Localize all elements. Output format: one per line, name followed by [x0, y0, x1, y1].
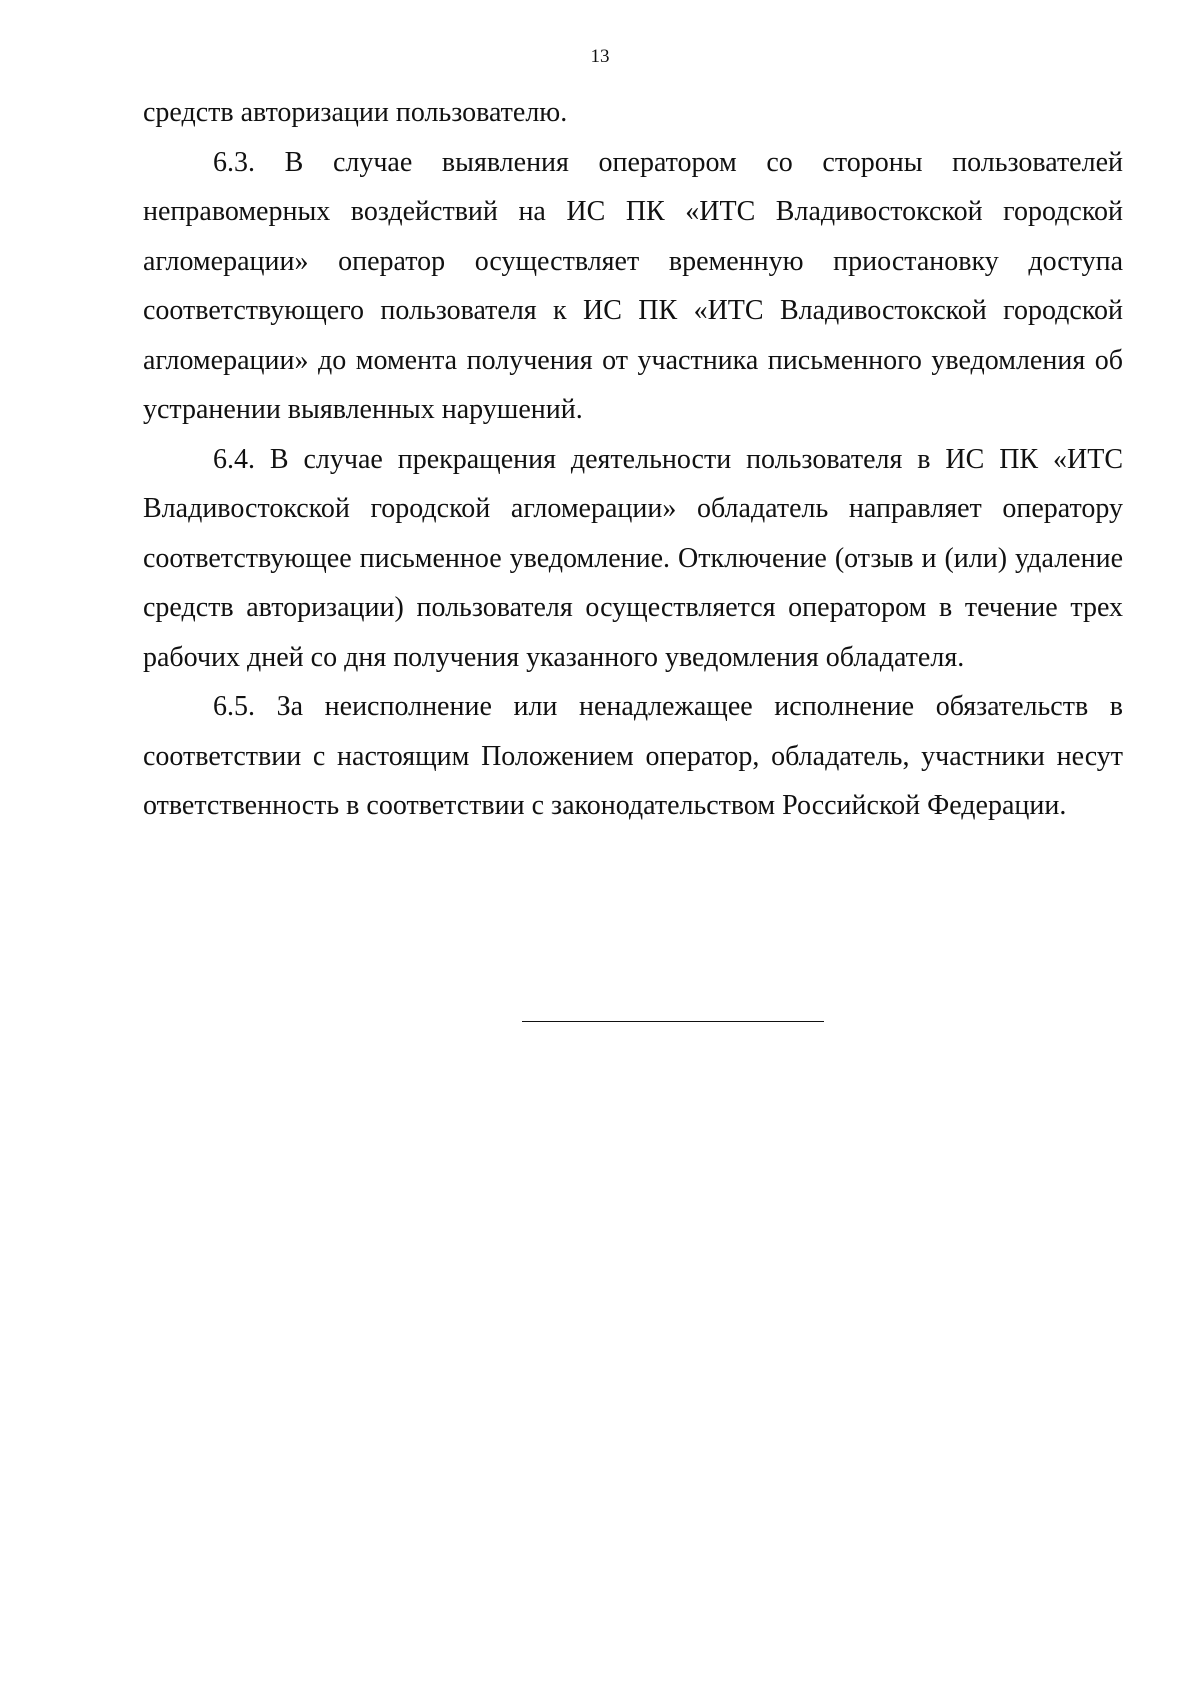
end-of-document-rule	[522, 1021, 824, 1022]
paragraph-6-5: 6.5. За неисполнение или ненадлежащее исполнение обязательств в соответствии с настоящим Положением оператор, обладатель, участники несут ответственность в соответствии с законодательством Российской Федерации.	[143, 691, 1123, 821]
paragraph-6-4: 6.4. В случае прекращения деятельности пользователя в ИС ПК «ИТС Владивостокской городской агломерации» обладатель направляет оператору соответствующее письменное уведомление. Отключение (отзыв и (или) удаление средств авторизации) пользователя осуществляется оператором в течение трех рабочих дней со дня получения указанного уведомления обладателя.	[143, 443, 1123, 673]
paragraph-continuation: средств авторизации пользователю.	[143, 97, 568, 128]
page-number: 13	[590, 46, 610, 67]
paragraph-6-3: 6.3. В случае выявления оператором со стороны пользователей неправомерных воздействий на ИС ПК «ИТС Владивостокской городской агломерации» оператор осуществляет временную приостановку доступа соответствующего пользователя к ИС ПК «ИТС Владивостокской городской агломерации» до момента получения от участника письменного уведомления об устранении выявленных нарушений.	[143, 146, 1123, 425]
document-body	[143, 88, 1123, 831]
